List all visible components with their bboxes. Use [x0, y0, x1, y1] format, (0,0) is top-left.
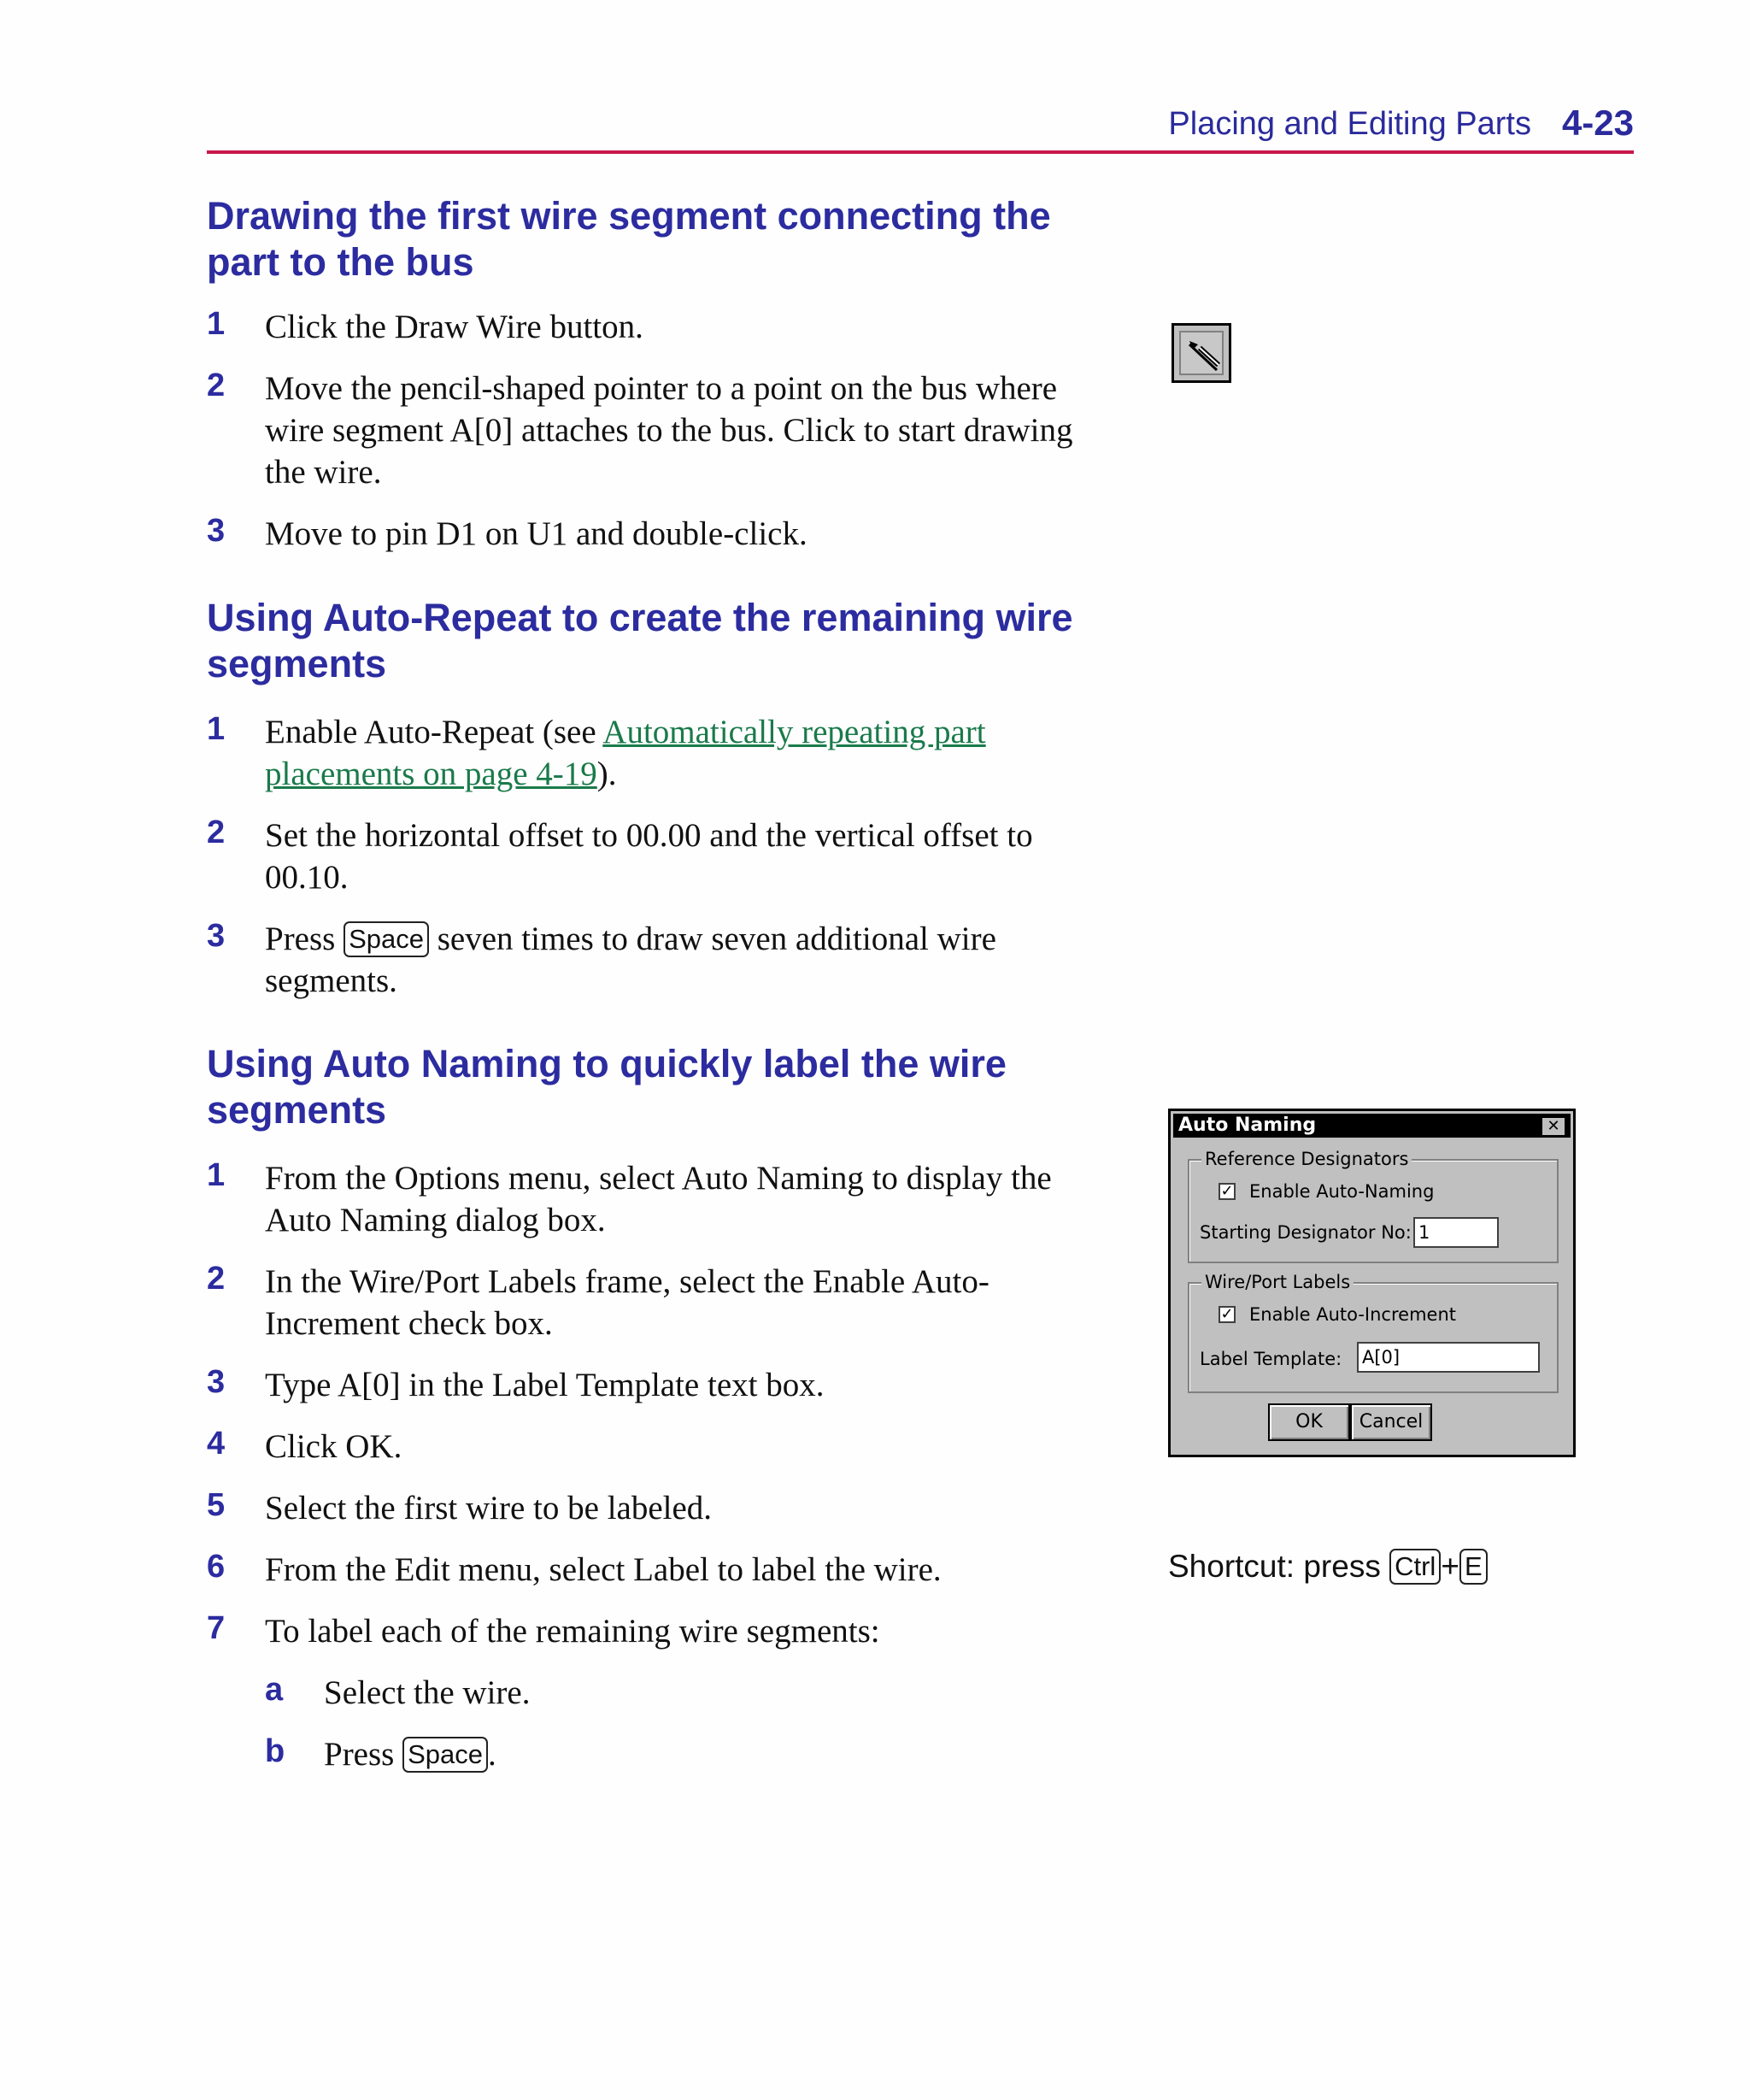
step-text: From the Edit menu, select Label to label the wire.: [265, 1551, 942, 1588]
cross-reference-link[interactable]: placements on page 4-19: [265, 756, 597, 792]
page-number: 4-23: [1561, 103, 1634, 143]
step-number: 1: [207, 711, 226, 747]
step-text: In the Wire/Port Labels frame, select the Enable Auto- Increment check box.: [265, 1263, 990, 1342]
enable-auto-naming-label: Enable Auto-Naming: [1249, 1181, 1435, 1202]
starting-designator-label: Starting Designator No:: [1200, 1222, 1412, 1243]
step-text: Press Space seven times to draw seven additional wire segments.: [265, 921, 996, 999]
reference-designators-frame: [1188, 1149, 1559, 1263]
substep-letter: a: [265, 1672, 284, 1708]
step-text: Move the pencil-shaped pointer to a point on the bus where wire segment A[0] attaches to the bus. Click to start drawing the wire.: [265, 370, 1073, 491]
step-number: 1: [207, 1157, 226, 1193]
substep-letter: b: [265, 1733, 285, 1769]
step-text: To label each of the remaining wire segments:: [265, 1613, 880, 1650]
section-heading-draw-wire: Drawing the first wire segment connecting the part to the bus: [207, 194, 1051, 284]
enable-auto-increment-checkbox[interactable]: ✓: [1219, 1306, 1236, 1323]
step-text: Type A[0] in the Label Template text box.: [265, 1367, 825, 1403]
wire-port-labels-frame: [1188, 1272, 1559, 1393]
cross-reference-link[interactable]: Automatically repeating part: [602, 714, 986, 750]
substep-text: Select the wire.: [324, 1674, 531, 1711]
step-number: 6: [207, 1549, 226, 1585]
step-number: 5: [207, 1487, 226, 1523]
shortcut-note: Shortcut: press Ctrl + E: [1168, 1549, 1488, 1585]
step-number: 4: [207, 1426, 226, 1462]
starting-designator-input[interactable]: 1: [1413, 1217, 1499, 1248]
step-number: 3: [207, 513, 226, 549]
frame-legend: Reference Designators: [1201, 1149, 1412, 1169]
step-number: 1: [207, 306, 226, 342]
step-text: From the Options menu, select Auto Naming to display the Auto Naming dialog box.: [265, 1160, 1052, 1238]
step-text: Click OK.: [265, 1428, 402, 1465]
section-heading-auto-naming: Using Auto Naming to quickly label the wire segments: [207, 1042, 1007, 1132]
step-number: 2: [207, 368, 226, 403]
cancel-button[interactable]: Cancel: [1350, 1403, 1432, 1441]
running-header: [207, 103, 1634, 154]
ctrl-key: Ctrl: [1389, 1549, 1441, 1585]
step-number: 3: [207, 1364, 226, 1400]
step-text: Select the first wire to be labeled.: [265, 1490, 713, 1526]
step-number: 7: [207, 1610, 226, 1646]
pencil-icon: [1181, 332, 1227, 379]
enable-auto-naming-checkbox[interactable]: ✓: [1219, 1183, 1236, 1200]
step-text: Enable Auto-Repeat (see Automatically repeating part placements on page 4-19).: [265, 714, 986, 792]
step-text: Set the horizontal offset to 00.00 and the vertical offset to 00.10.: [265, 817, 1033, 896]
frame-legend: Wire/Port Labels: [1201, 1272, 1354, 1292]
close-icon[interactable]: ✕: [1542, 1117, 1565, 1136]
step-number: 2: [207, 1261, 226, 1297]
step-text: Click the Draw Wire button.: [265, 309, 643, 345]
dialog-title-bar: [1173, 1114, 1571, 1138]
step-text: Move to pin D1 on U1 and double-click.: [265, 515, 807, 552]
label-template-label: Label Template:: [1200, 1349, 1342, 1369]
ok-button[interactable]: OK: [1268, 1403, 1350, 1441]
step-number: 3: [207, 918, 226, 954]
section-heading-auto-repeat: Using Auto-Repeat to create the remaining wire segments: [207, 596, 1073, 685]
auto-naming-dialog: [1168, 1109, 1576, 1457]
e-key: E: [1459, 1549, 1488, 1585]
step-number: 2: [207, 815, 226, 850]
section-title: Placing and Editing Parts: [1168, 106, 1531, 142]
space-key: Space: [344, 921, 429, 957]
label-template-input[interactable]: A[0]: [1357, 1342, 1540, 1373]
dialog-title: Auto Naming: [1178, 1115, 1317, 1136]
substep-text: Press Space .: [324, 1736, 496, 1773]
draw-wire-button-image: [1172, 323, 1231, 383]
enable-auto-increment-label: Enable Auto-Increment: [1249, 1304, 1456, 1325]
space-key: Space: [402, 1737, 488, 1773]
